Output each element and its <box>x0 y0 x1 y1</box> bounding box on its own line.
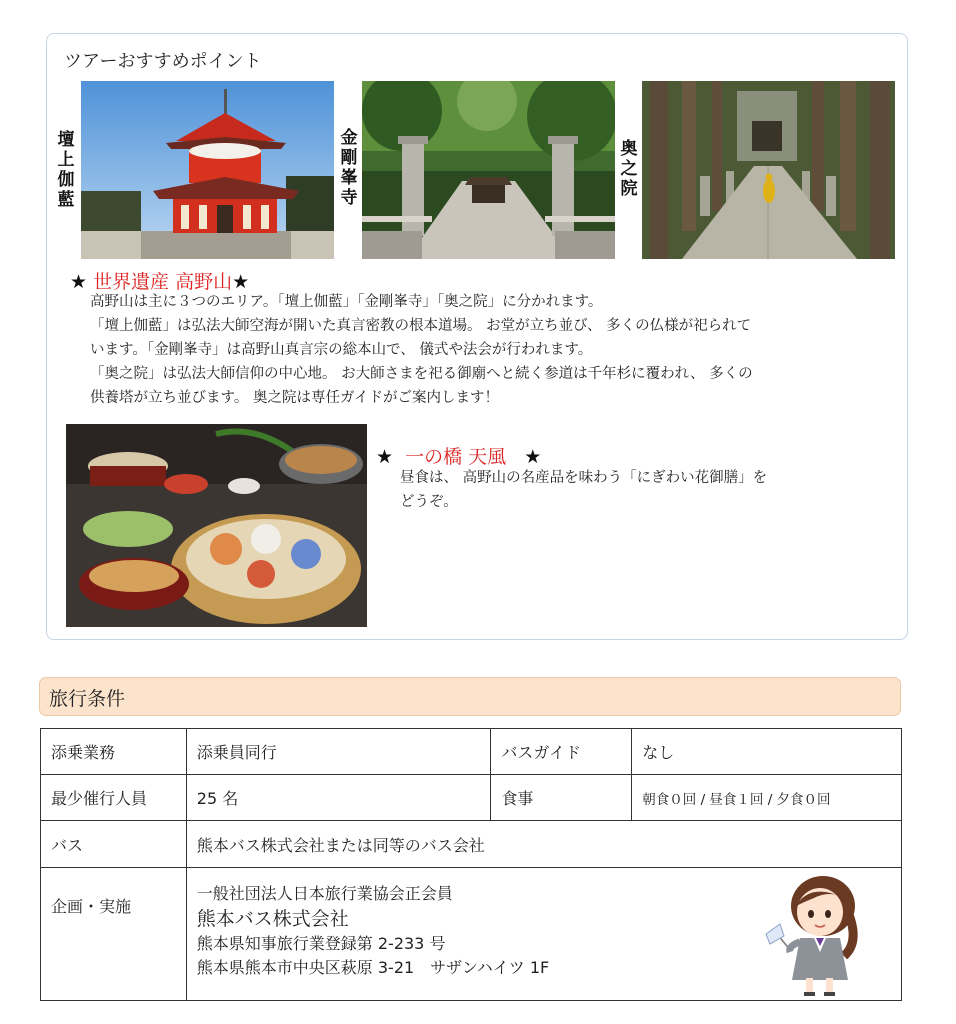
organizer-company: 熊本バス株式会社 <box>196 908 349 930</box>
conditions-header-bar <box>39 677 901 716</box>
photo-lunch-meal <box>66 424 367 627</box>
table-row <box>41 821 902 868</box>
section-lunch-title: 一の橋 天風 <box>405 446 507 468</box>
meals-value: 朝食０回 / 昼食１回 / 夕食０回 <box>632 775 902 821</box>
star-icon: ★ <box>70 271 88 293</box>
tour-guide-illustration <box>760 872 870 997</box>
bus-guide-label: バスガイド <box>491 729 632 775</box>
escort-value: 添乗員同行 <box>186 729 491 775</box>
table-row <box>41 775 902 821</box>
bus-guide-value: なし <box>632 729 902 775</box>
body-line: 高野山は主に３つのエリア。「壇上伽藍」「金剛峯寺」「奥之院」に分かれます。 <box>90 294 603 310</box>
organizer-registration: 熊本県知事旅行業登録第 2-233 号 <box>196 934 446 953</box>
organizer-address: 熊本県熊本市中央区萩原 3-21 サザンハイツ 1F <box>196 958 550 977</box>
body-line: 供養塔が立ち並びます。 奥之院は専任ガイドがご案内します！ <box>90 390 500 406</box>
photo-kongobuji <box>362 81 615 259</box>
section-world-heritage-body <box>90 290 753 410</box>
body-line: 「壇上伽藍」は弘法大師空海が開いた真言密教の根本道場。 お堂が立ち並び、 多くの仏様が祀られて <box>90 318 752 334</box>
tour-points-title: ツアーおすすめポイント <box>64 51 262 72</box>
body-line: どうぞ。 <box>400 494 458 510</box>
photo-label-kongobuji: 金 剛 峯 寺 <box>340 128 358 208</box>
star-icon: ★ <box>232 271 250 293</box>
body-line: います。「金剛峯寺」は高野山真言宗の総本山で、 儀式や法会が行われます。 <box>90 342 593 358</box>
min-participants-label: 最少催行人員 <box>41 775 187 821</box>
photo-danjo-garan <box>81 81 334 259</box>
photo-okunoin <box>642 81 895 259</box>
table-row <box>41 729 902 775</box>
min-participants-value: 25 名 <box>186 775 491 821</box>
bus-label: バス <box>41 821 187 868</box>
conditions-title: 旅行条件 <box>49 688 126 710</box>
organizer-association: 一般社団法人日本旅行業協会正会員 <box>196 884 453 903</box>
body-line: 「奥之院」は弘法大師信仰の中心地。 お大師さまを祀る御廟へと続く参道は千年杉に覆われ、 多くの <box>90 366 753 382</box>
star-icon: ★ <box>376 446 394 468</box>
section-world-heritage-title: 世界遺産 高野山 <box>93 271 233 293</box>
meals-label: 食事 <box>491 775 632 821</box>
body-line: 昼食は、 高野山の名産品を味わう「にぎわい花御膳」を <box>400 470 768 486</box>
photo-label-danjo-garan: 壇 上 伽 藍 <box>57 130 75 210</box>
section-lunch-heading <box>376 442 541 469</box>
bus-value: 熊本バス株式会社または同等のバス会社 <box>186 821 901 868</box>
star-icon: ★ <box>524 446 542 468</box>
photo-label-okunoin: 奥 之 院 <box>620 139 638 199</box>
section-lunch-body <box>400 466 767 514</box>
organizer-label: 企画・実施 <box>41 868 187 1001</box>
escort-label: 添乗業務 <box>41 729 187 775</box>
